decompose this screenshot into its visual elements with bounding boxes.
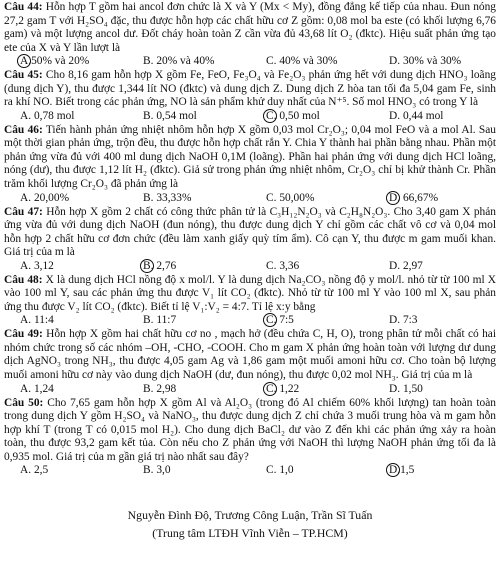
question-text: Câu 49: Hỗn hợp X gồm hai chất hữu cơ no , mạch hở (đều chứa C, H, O), trong phân tử mỗi chất có hai nhóm chức trong số các nhóm –OH, -CHO, -COOH. Cho m gam X phản ứng hoàn toàn với lượng dư dung dịch AgNO₃ trong NH₃, thu được 4,05 gam Ag và 1,86 gam một muối amoni hữu cơ. Cho toàn bộ lượng muối amoni hữu cơ này vào dung dịch NaOH (dư, đun nóng), thu được 0,02 mol NH₃. Giá trị của m là bbox=[4, 328, 496, 382]
answer-options bbox=[4, 314, 496, 328]
answer-options bbox=[4, 110, 496, 124]
option-c: C. 40% và 30% bbox=[266, 55, 338, 68]
option-d: D.1,5 bbox=[389, 464, 415, 477]
option-d: D. 1,50 bbox=[389, 382, 423, 395]
option-a: A. 2,5 bbox=[20, 464, 49, 477]
question-number: Câu 48: bbox=[4, 273, 43, 286]
option-c: C. 1,22 bbox=[266, 382, 300, 395]
answer-options bbox=[4, 260, 496, 274]
option-c: C. 0,50 mol bbox=[266, 109, 320, 122]
question-49 bbox=[4, 328, 496, 396]
question-number: Câu 49: bbox=[4, 328, 43, 341]
question-46 bbox=[4, 124, 496, 206]
question-text: Câu 46: Tiến hành phản ứng nhiệt nhôm hỗn hợp X gồm 0,03 mol Cr₂O₃; 0,04 mol FeO và a mol Al. Sau một thời gian phản ứng, trộn đều, thu được hỗn hợp chất rắn Y. Chia Y thành hai phần bằng nhau. Phần một phản ứng vừa đủ với 400 ml dung dịch NaOH 0,1M (loãng). Phần hai phản ứng với dung dịch HCl loãng, nóng (dư), thu được 1,12 lít H₂ (đktc). Giả sử trong phản ứng nhiệt nhôm, Cr₂O₃ chỉ bị khử thành Cr. Phần trăm khối lượng Cr₂O₃ đã phản ứng là bbox=[4, 123, 496, 191]
option-b: B. 0,54 mol bbox=[143, 109, 197, 122]
option-b: B. 11:7 bbox=[143, 314, 177, 327]
question-number: Câu 45: bbox=[4, 69, 43, 82]
school-line: (Trung tâm LTĐH Vĩnh Viễn – TP.HCM) bbox=[152, 526, 348, 540]
question-number: Câu 44: bbox=[4, 1, 43, 13]
option-b: B. 2,76 bbox=[143, 259, 177, 272]
answer-options bbox=[4, 55, 496, 69]
option-a: A.50% và 20% bbox=[20, 55, 90, 68]
exam-page bbox=[4, 1, 496, 478]
option-b: B. 33,33% bbox=[143, 191, 192, 204]
question-48 bbox=[4, 274, 496, 329]
option-d: D. 0,44 mol bbox=[389, 109, 444, 122]
question-text: Câu 44: Hỗn hợp T gồm hai ancol đơn chức là X và Y (Mx < My), đồng đẳng kế tiếp của nhau. Đun nóng 27,2 gam T với H₂SO₄ đặc, thu được hỗn hợp các chất hữu cơ Z gồm: 0,08 mol ba este (có khối lượng 6,76 gam) và một lượng ancol dư. Đốt cháy hoàn toàn Z cần vừa đủ 43,68 lít O₂ (đktc). Hiệu suất phản ứng tạo ete của X và Y lần lượt là bbox=[4, 1, 496, 54]
question-45 bbox=[4, 69, 496, 124]
option-a: A. 20,00% bbox=[20, 191, 70, 204]
option-b: B. 3,0 bbox=[143, 464, 171, 477]
question-text: Câu 50: Cho 7,65 gam hỗn hợp X gồm Al và Al₂O₃ (trong đó Al chiếm 60% khối lượng) tan hoàn toàn trong dung dịch Y gồm H₂SO₄ và NaNO₃, thu được dung dịch Z chỉ chứa 3 muối trung hòa và m gam hỗn hợp khí T (trong T có 0,015 mol H₂). Cho dung dịch BaCl₂ dư vào Z đến khi các phản ứng xảy ra hoàn toàn, thu được 93,2 gam kết tủa. Còn nếu cho Z phản ứng với NaOH thì lượng NaOH phản ứng tối đa là 0,935 mol. Giá trị của m gần giá trị nào nhất sau đây? bbox=[4, 396, 496, 463]
answer-options bbox=[4, 383, 496, 397]
option-c: C. 7:5 bbox=[266, 314, 294, 327]
option-a: A. 0,78 mol bbox=[20, 109, 75, 122]
option-c: C. 1,0 bbox=[266, 464, 294, 477]
option-c: C. 50,00% bbox=[266, 191, 315, 204]
authors-line: Nguyễn Đình Độ, Trương Công Luận, Trần Sĩ Tuấn bbox=[127, 508, 373, 522]
option-a: A. 11:4 bbox=[20, 314, 54, 327]
answer-options bbox=[4, 464, 496, 478]
question-text: Câu 45: Cho 8,16 gam hỗn hợp X gồm Fe, FeO, Fe₃O₄ và Fe₂O₃ phản ứng hết với dung dịch HNO₃ loãng (dung dịch Y), thu được 1,344 lít NO (đktc) và dung dịch Z. Dung dịch Z hòa tan tối đa 5,04 gam Fe, sinh ra khí NO. Biết trong các phản ứng, NO là sản phẩm khử duy nhất của N⁺⁵. Số mol HNO₃ có trong Y là bbox=[4, 69, 496, 109]
option-d: D. 66,67% bbox=[389, 191, 439, 204]
question-number: Câu 46: bbox=[4, 123, 43, 136]
question-47 bbox=[4, 206, 496, 274]
question-number: Câu 50: bbox=[4, 396, 44, 409]
option-d: D. 2,97 bbox=[389, 259, 423, 272]
question-number: Câu 47: bbox=[4, 205, 43, 218]
question-50 bbox=[4, 397, 496, 479]
question-text: Câu 47: Hỗn hợp X gồm 2 chất có công thức phân tử là C₃H₁₂N₂O₃ và C₂H₈N₂O₃. Cho 3,40 gam X phản ứng vừa đủ với dung dịch NaOH (đun nóng), thu được dung dịch Y chỉ gồm các chất vô cơ và 0,04 mol hỗn hợp 2 chất hữu cơ đơn chức (đều làm xanh giấy quỳ tím ẩm). Cô cạn Y, thu được m gam muối khan. Giá trị của m là bbox=[4, 205, 496, 259]
answer-options bbox=[4, 192, 496, 206]
question-text: Câu 48: X là dung dịch HCl nồng độ x mol/l. Y là dung dịch Na₂CO₃ nồng độ y mol/l. nhỏ từ từ 100 ml X vào 100 ml Y, sau các phản ứng thu được V₁ lít CO₂ (đktc). Nhỏ từ từ 100 ml Y vào 100 ml X, sau phản ứng thu được V₂ lít CO₂ (đktc). Biết tỉ lệ V₁:V₂ = 4:7. Tỉ lệ x:y bằng bbox=[4, 273, 496, 313]
question-44 bbox=[4, 1, 496, 69]
option-b: B. 2,98 bbox=[143, 382, 177, 395]
option-d: D. 7:3 bbox=[389, 314, 418, 327]
option-a: A. 1,24 bbox=[20, 382, 54, 395]
option-b: B. 20% và 40% bbox=[143, 55, 215, 68]
option-c: C. 3,36 bbox=[266, 259, 300, 272]
option-a: A. 3,12 bbox=[20, 259, 54, 272]
option-d: D. 30% và 30% bbox=[389, 55, 462, 68]
